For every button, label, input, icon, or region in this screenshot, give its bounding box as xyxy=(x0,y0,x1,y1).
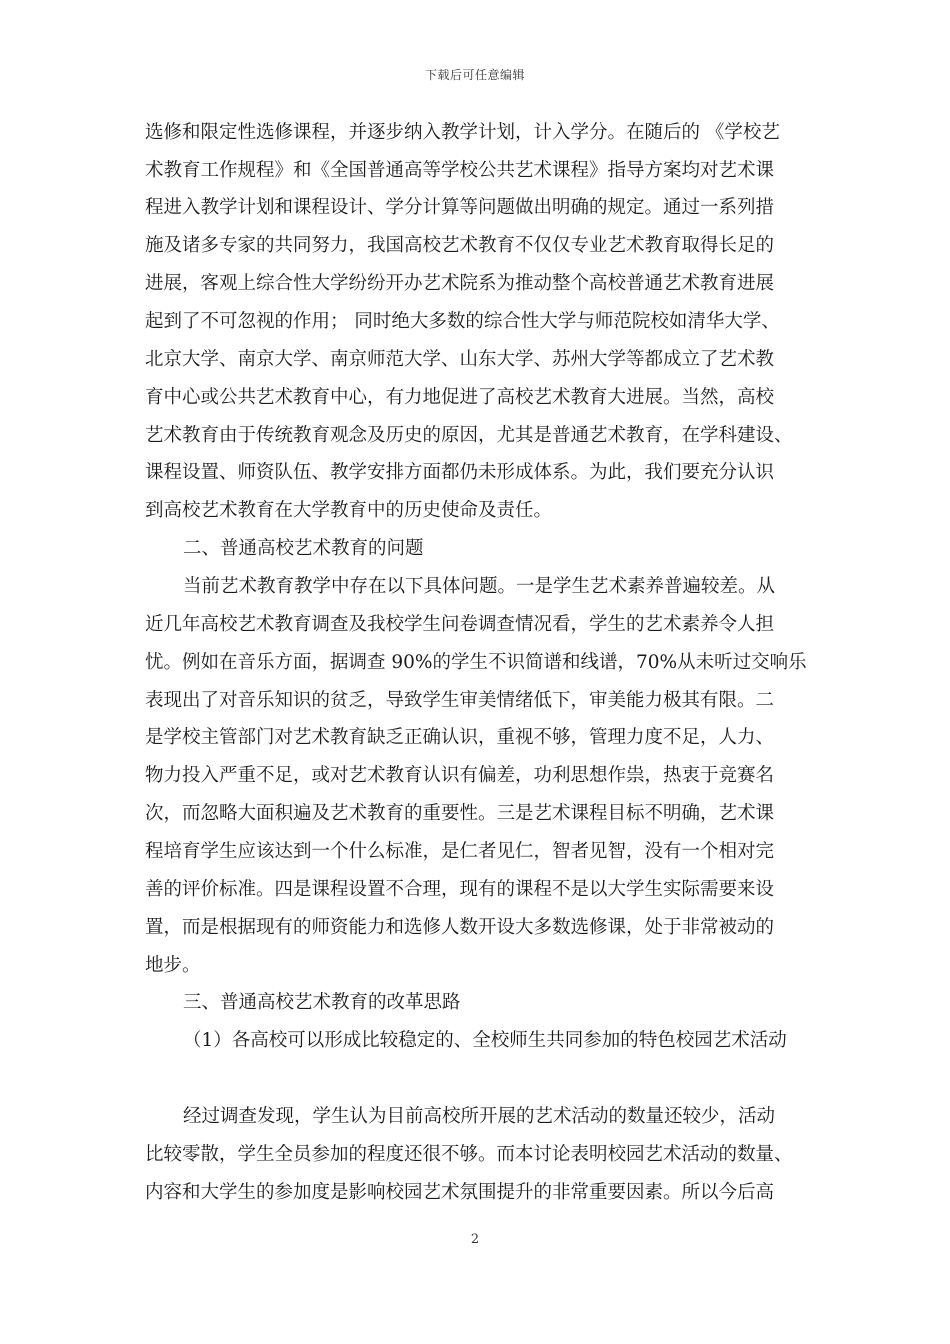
paragraph-2-line: 物力投入严重不足，或对艺术教育认识有偏差，功利思想作祟，热衷于竞赛名 xyxy=(145,765,775,786)
paragraph-1-line: 艺术教育由于传统教育观念及历史的原因，尤其是普通艺术教育，在学科建设、 xyxy=(145,425,793,446)
paragraph-2-line: 善的评价标准。四是课程设置不合理，现有的课程不是以大学生实际需要来设 xyxy=(145,879,775,900)
paragraph-1-line: 术教育工作规程》和《全国普通高等学校公共艺术课程》指导方案均对艺术课 xyxy=(145,160,775,181)
paragraph-1-line: 选修和限定性选修课程，并逐步纳入教学计划，计入学分。在随后的 《学校艺 xyxy=(145,122,780,143)
paragraph-1-line: 进展，客观上综合性大学纷纷开办艺术院系为推动整个高校普通艺术教育进展 xyxy=(145,273,775,294)
paragraph-1-line: 程进入教学计划和课程设计、学分计算等问题做出明确的规定。通过一系列措 xyxy=(145,197,775,218)
subsection-heading-1: （1）各高校可以形成比较稳定的、全校师生共同参加的特色校园艺术活动 xyxy=(183,1030,787,1051)
paragraph-1-line: 课程设置、师资队伍、教学安排方面都仍未形成体系。为此，我们要充分认识 xyxy=(145,462,775,483)
page-header: 下载后可任意编辑 xyxy=(424,68,525,82)
page-number: 2 xyxy=(470,1232,480,1247)
paragraph-2-line: 是学校主管部门对艺术教育缺乏正确认识，重视不够，管理力度不足，人力、 xyxy=(145,727,775,748)
paragraph-2-line: 置，而是根据现有的师资能力和选修人数开设大多数选修课，处于非常被动的 xyxy=(145,917,775,938)
paragraph-3-line: 经过调查发现，学生认为目前高校所开展的艺术活动的数量还较少，活动 xyxy=(183,1106,776,1127)
paragraph-1-line: 北京大学、南京大学、南京师范大学、山东大学、苏州大学等都成立了艺术教 xyxy=(145,349,775,370)
paragraph-2-line: 近几年高校艺术教育调查及我校学生问卷调查情况看，学生的艺术素养令人担 xyxy=(145,614,775,635)
paragraph-1-line: 育中心或公共艺术教育中心，有力地促进了高校艺术教育大进展。当然，高校 xyxy=(145,387,775,408)
paragraph-2-line: 当前艺术教育教学中存在以下具体问题。一是学生艺术素养普遍较差。从 xyxy=(183,576,776,597)
paragraph-1-line: 起到了不可忽视的作用； 同时绝大多数的综合性大学与师范院校如清华大学、 xyxy=(145,311,780,332)
paragraph-2-line: 程培育学生应该达到一个什么标准，是仁者见仁，智者见智，没有一个相对完 xyxy=(145,841,775,862)
paragraph-1-line: 到高校艺术教育在大学教育中的历史使命及责任。 xyxy=(145,500,553,521)
section-heading-reform: 三、普通高校艺术教育的改革思路 xyxy=(183,992,461,1013)
section-heading-problems: 二、普通高校艺术教育的问题 xyxy=(183,538,424,559)
paragraph-2-line: 忧。例如在音乐方面，据调查 90%的学生不识简谱和线谱，70%从未听过交响乐 xyxy=(145,652,807,673)
paragraph-2-line: 表现出了对音乐知识的贫乏，导致学生审美情绪低下，审美能力极其有限。二 xyxy=(145,690,775,711)
paragraph-1-line: 施及诸多专家的共同努力，我国高校艺术教育不仅仅专业艺术教育取得长足的 xyxy=(145,235,775,256)
paragraph-3-line: 内容和大学生的参加度是影响校园艺术氛围提升的非常重要因素。所以今后高 xyxy=(145,1182,775,1203)
paragraph-2-line: 次，而忽略大面积遍及艺术教育的重要性。三是艺术课程目标不明确，艺术课 xyxy=(145,803,775,824)
paragraph-3-line: 比较零散，学生全员参加的程度还很不够。而本讨论表明校园艺术活动的数量、 xyxy=(145,1144,793,1165)
paragraph-2-line: 地步。 xyxy=(145,955,201,976)
